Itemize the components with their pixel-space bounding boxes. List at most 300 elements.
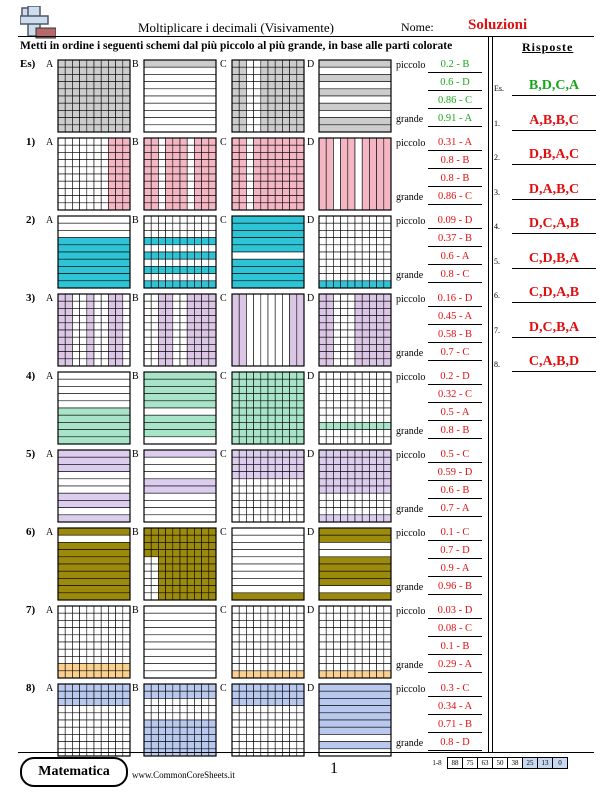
grid-cell <box>58 359 65 366</box>
grid-cell <box>87 323 94 330</box>
grid-cell <box>116 316 123 323</box>
grid-cell <box>80 337 87 344</box>
grid-cell <box>202 188 209 195</box>
grid-cell <box>166 308 173 315</box>
grid-row-band <box>319 125 391 132</box>
grid-cell <box>369 635 376 642</box>
grid-cell <box>202 294 209 301</box>
grid-cell <box>377 472 384 479</box>
grid-row-band <box>58 550 130 557</box>
grid-cell <box>355 245 362 252</box>
grid-cell <box>173 145 180 152</box>
grid-cell <box>282 450 289 457</box>
grid-cell <box>101 67 108 74</box>
grid-cell <box>290 386 297 393</box>
grid-cell <box>362 386 369 393</box>
decimal-grid-b <box>143 293 217 367</box>
grid-row-band <box>58 535 130 542</box>
grid-cell <box>239 67 246 74</box>
grid-cell <box>254 401 261 408</box>
grid-cell <box>384 238 391 245</box>
grid-cell <box>290 479 297 486</box>
grid-cell <box>232 181 239 188</box>
grid-cell <box>239 386 246 393</box>
grid-cell <box>362 394 369 401</box>
grid-cell <box>319 252 326 259</box>
grid-cell <box>123 691 130 698</box>
grid-row-band <box>58 464 130 471</box>
grid-cell <box>348 379 355 386</box>
grid-cell <box>58 196 65 203</box>
grid-cell <box>101 82 108 89</box>
grid-cell <box>158 152 165 159</box>
grid-cell <box>123 713 130 720</box>
grid-cell <box>116 649 123 656</box>
grid-cell <box>369 337 376 344</box>
grid-cell <box>290 188 297 195</box>
grid-cell <box>355 359 362 366</box>
grid-letter: C <box>220 371 227 382</box>
ordered-value: 0.16 - D <box>428 292 482 307</box>
grid-cell <box>80 160 87 167</box>
answer-value: A,B,B,C <box>512 113 596 131</box>
grid-cell <box>261 152 268 159</box>
grid-cell <box>261 493 268 500</box>
grid-cell <box>239 60 246 67</box>
grid-cell <box>101 642 108 649</box>
grid-cell <box>173 266 180 273</box>
grid-cell <box>123 89 130 96</box>
grid-cell <box>166 542 173 549</box>
grid-row-band <box>58 437 130 444</box>
answer-number: 1. <box>494 118 500 128</box>
grid-row-band <box>232 528 304 535</box>
grid-row-band <box>144 415 216 422</box>
grid-cell <box>261 89 268 96</box>
grid-cell <box>180 720 187 727</box>
grid-cell <box>384 664 391 671</box>
grid-cell <box>87 188 94 195</box>
grid-cell <box>369 649 376 656</box>
grid-letter: B <box>132 293 139 304</box>
grid-cell <box>268 103 275 110</box>
grid-cell <box>319 401 326 408</box>
grid-cell <box>180 301 187 308</box>
grid-cell <box>65 96 72 103</box>
decimal-grid-c <box>231 449 305 523</box>
grid-cell <box>58 203 65 210</box>
grid-cell <box>275 74 282 81</box>
grid-cell <box>290 125 297 132</box>
grid-cell <box>194 578 201 585</box>
grid-cell <box>80 628 87 635</box>
grid-cell <box>290 372 297 379</box>
decimal-grid-d <box>318 59 392 133</box>
grid-cell <box>377 230 384 237</box>
grid-cell <box>194 174 201 181</box>
grid-cell <box>87 152 94 159</box>
grid-cell <box>187 330 194 337</box>
grid-cell <box>232 372 239 379</box>
grid-cell <box>101 344 108 351</box>
grid-cell <box>158 323 165 330</box>
grid-row-band <box>319 578 391 585</box>
grid-cell <box>151 734 158 741</box>
grid-cell <box>297 464 304 471</box>
grid-cell <box>261 110 268 117</box>
grid-cell <box>202 160 209 167</box>
grid-row-band <box>144 67 216 74</box>
grid-cell <box>94 160 101 167</box>
grid-cell <box>254 67 261 74</box>
grid-cell <box>108 642 115 649</box>
grid-cell <box>261 642 268 649</box>
grid-cell <box>80 67 87 74</box>
grid-cell <box>187 266 194 273</box>
grid-cell <box>275 138 282 145</box>
grid-cell <box>187 281 194 288</box>
answer-value: D,A,B,C <box>512 182 596 200</box>
grid-cell <box>326 223 333 230</box>
grid-cell <box>58 110 65 117</box>
grid-cell <box>348 238 355 245</box>
grid-row-band <box>319 535 391 542</box>
grid-row-band <box>232 274 304 281</box>
grid-cell <box>275 188 282 195</box>
grid-cell <box>362 671 369 678</box>
grid-cell <box>173 528 180 535</box>
grid-cell <box>202 266 209 273</box>
grid-cell <box>158 691 165 698</box>
grid-cell <box>101 138 108 145</box>
grid-cell <box>151 160 158 167</box>
grid-cell <box>101 734 108 741</box>
grid-cell <box>275 620 282 627</box>
grid-row-band <box>232 586 304 593</box>
grid-cell <box>232 437 239 444</box>
grid-cell <box>341 301 348 308</box>
grid-cell <box>173 557 180 564</box>
grid-cell <box>355 372 362 379</box>
grid-cell <box>254 437 261 444</box>
grid-cell <box>369 656 376 663</box>
grid-cell <box>275 706 282 713</box>
grid-cell <box>209 344 216 351</box>
grid-cell <box>362 628 369 635</box>
grid-cell <box>290 450 297 457</box>
grid-row-band <box>58 245 130 252</box>
grid-row-band <box>144 110 216 117</box>
grid-cell <box>144 301 151 308</box>
grid-cell <box>87 96 94 103</box>
grid-cell <box>65 118 72 125</box>
grid-cell <box>333 493 340 500</box>
grid-row-band <box>319 89 391 96</box>
grid-cell <box>80 60 87 67</box>
smallest-label: piccolo <box>396 216 426 227</box>
grid-cell <box>180 691 187 698</box>
grid-cell <box>377 352 384 359</box>
grid-cell <box>355 379 362 386</box>
grid-cell <box>158 160 165 167</box>
grid-cell <box>377 323 384 330</box>
grid-cell <box>173 713 180 720</box>
grid-cell <box>187 734 194 741</box>
grid-cell <box>72 742 79 749</box>
grid-cell <box>384 642 391 649</box>
grid-cell <box>187 713 194 720</box>
grid-cell <box>108 308 115 315</box>
grid-cell <box>72 181 79 188</box>
grid-cell <box>72 671 79 678</box>
grid-cell <box>254 89 261 96</box>
grid-cell <box>239 656 246 663</box>
instructions: Metti in ordine i seguenti schemi dal più piccolo al più grande, in base alle parti colorate <box>20 40 453 52</box>
grid-cell <box>362 642 369 649</box>
grid-cell <box>362 437 369 444</box>
grid-cell <box>261 691 268 698</box>
grid-col-band <box>261 294 268 366</box>
grid-cell <box>348 372 355 379</box>
grid-cell <box>80 316 87 323</box>
grid-cell <box>158 223 165 230</box>
grid-cell <box>87 160 94 167</box>
ordered-value: 0.8 - B <box>428 154 482 169</box>
grid-cell <box>144 352 151 359</box>
grid-cell <box>72 203 79 210</box>
grid-cell <box>58 294 65 301</box>
grid-cell <box>341 294 348 301</box>
grid-cell <box>254 152 261 159</box>
grid-cell <box>282 706 289 713</box>
grid-cell <box>58 706 65 713</box>
grid-cell <box>123 60 130 67</box>
grid-cell <box>180 698 187 705</box>
grid-cell <box>348 394 355 401</box>
grid-cell <box>94 167 101 174</box>
grid-cell <box>261 734 268 741</box>
decimal-grid-b <box>143 527 217 601</box>
grid-cell <box>268 635 275 642</box>
grid-cell <box>144 550 151 557</box>
grid-cell <box>232 642 239 649</box>
score-cell: 0 <box>553 758 568 769</box>
grid-cell <box>180 344 187 351</box>
grid-cell <box>80 344 87 351</box>
grid-cell <box>144 281 151 288</box>
grid-cell <box>275 181 282 188</box>
grid-cell <box>166 720 173 727</box>
grid-cell <box>326 606 333 613</box>
grid-cell <box>348 408 355 415</box>
grid-cell <box>355 323 362 330</box>
grid-cell <box>87 145 94 152</box>
grid-cell <box>384 649 391 656</box>
grid-cell <box>151 138 158 145</box>
grid-cell <box>116 330 123 337</box>
grid-cell <box>362 422 369 429</box>
decimal-grid-a <box>57 527 131 601</box>
grid-cell <box>333 216 340 223</box>
grid-cell <box>80 196 87 203</box>
grid-cell <box>116 323 123 330</box>
grid-cell <box>80 656 87 663</box>
grid-cell <box>173 698 180 705</box>
grid-cell <box>194 245 201 252</box>
grid-cell <box>239 152 246 159</box>
grid-cell <box>209 174 216 181</box>
grid-cell <box>348 493 355 500</box>
grid-cell <box>326 238 333 245</box>
grid-cell <box>254 649 261 656</box>
grid-cell <box>58 145 65 152</box>
grid-cell <box>297 698 304 705</box>
grid-cell <box>362 359 369 366</box>
grid-cell <box>275 152 282 159</box>
grid-cell <box>101 74 108 81</box>
grid-cell <box>209 323 216 330</box>
grid-cell <box>369 223 376 230</box>
grid-cell <box>151 330 158 337</box>
grid-cell <box>246 620 253 627</box>
grid-cell <box>377 337 384 344</box>
grid-cell <box>333 245 340 252</box>
grid-cell <box>326 656 333 663</box>
grid-cell <box>239 620 246 627</box>
grid-cell <box>254 450 261 457</box>
grid-cell <box>290 408 297 415</box>
grid-cell <box>232 103 239 110</box>
grid-cell <box>254 196 261 203</box>
grid-cell <box>209 266 216 273</box>
grid-cell <box>268 415 275 422</box>
grid-cell <box>101 160 108 167</box>
grid-cell <box>333 301 340 308</box>
grid-cell <box>254 720 261 727</box>
grid-cell <box>333 606 340 613</box>
grid-cell <box>297 457 304 464</box>
decimal-grid-a <box>57 59 131 133</box>
grid-cell <box>297 145 304 152</box>
grid-cell <box>65 103 72 110</box>
grid-cell <box>377 493 384 500</box>
grid-cell <box>173 238 180 245</box>
grid-cell <box>72 89 79 96</box>
grid-cell <box>326 401 333 408</box>
grid-cell <box>239 408 246 415</box>
grid-row-band <box>319 720 391 727</box>
grid-cell <box>268 160 275 167</box>
grid-row-band <box>144 642 216 649</box>
grid-cell <box>246 174 253 181</box>
grid-row-band <box>232 281 304 288</box>
grid-cell <box>377 457 384 464</box>
grid-cell <box>355 450 362 457</box>
grid-cell <box>275 145 282 152</box>
grid-cell <box>362 230 369 237</box>
grid-cell <box>202 203 209 210</box>
grid-cell <box>194 586 201 593</box>
grid-cell <box>355 649 362 656</box>
grid-cell <box>239 706 246 713</box>
grid-cell <box>87 344 94 351</box>
grid-cell <box>369 316 376 323</box>
grid-cell <box>239 96 246 103</box>
grid-cell <box>180 230 187 237</box>
grid-cell <box>290 110 297 117</box>
grid-cell <box>194 550 201 557</box>
grid-cell <box>326 457 333 464</box>
grid-cell <box>246 394 253 401</box>
grid-cell <box>87 125 94 132</box>
grid-cell <box>246 145 253 152</box>
grid-cell <box>326 642 333 649</box>
grid-cell <box>268 613 275 620</box>
grid-cell <box>144 557 151 564</box>
grid-cell <box>384 359 391 366</box>
grid-cell <box>355 642 362 649</box>
grid-cell <box>362 450 369 457</box>
grid-cell <box>94 203 101 210</box>
grid-cell <box>326 330 333 337</box>
grid-cell <box>333 352 340 359</box>
grid-cell <box>94 359 101 366</box>
grid-cell <box>384 379 391 386</box>
grid-cell <box>173 359 180 366</box>
grid-cell <box>282 464 289 471</box>
grid-row-band <box>144 515 216 522</box>
grid-cell <box>232 401 239 408</box>
grid-cell <box>275 656 282 663</box>
grid-cell <box>151 713 158 720</box>
grid-letter: D <box>307 527 315 538</box>
grid-cell <box>58 691 65 698</box>
grid-cell <box>123 635 130 642</box>
grid-cell <box>297 152 304 159</box>
decimal-grid-d <box>318 293 392 367</box>
grid-cell <box>297 479 304 486</box>
grid-cell <box>362 316 369 323</box>
grid-cell <box>246 386 253 393</box>
grid-cell <box>144 308 151 315</box>
grid-cell <box>246 110 253 117</box>
grid-cell <box>72 664 79 671</box>
grid-cell <box>297 613 304 620</box>
grid-cell <box>158 203 165 210</box>
grid-cell <box>319 613 326 620</box>
grid-cell <box>144 698 151 705</box>
grid-cell <box>282 82 289 89</box>
grid-cell <box>333 649 340 656</box>
grid-cell <box>87 174 94 181</box>
grid-cell <box>209 352 216 359</box>
grid-cell <box>261 118 268 125</box>
grid-row-band <box>144 450 216 457</box>
grid-cell <box>108 152 115 159</box>
grid-cell <box>319 386 326 393</box>
grid-cell <box>87 734 94 741</box>
grid-cell <box>384 337 391 344</box>
grid-cell <box>108 74 115 81</box>
grid-cell <box>166 230 173 237</box>
grid-cell <box>108 734 115 741</box>
grid-cell <box>290 379 297 386</box>
grid-cell <box>239 734 246 741</box>
grid-cell <box>87 664 94 671</box>
grid-cell <box>254 188 261 195</box>
grid-cell <box>377 359 384 366</box>
grid-cell <box>166 734 173 741</box>
